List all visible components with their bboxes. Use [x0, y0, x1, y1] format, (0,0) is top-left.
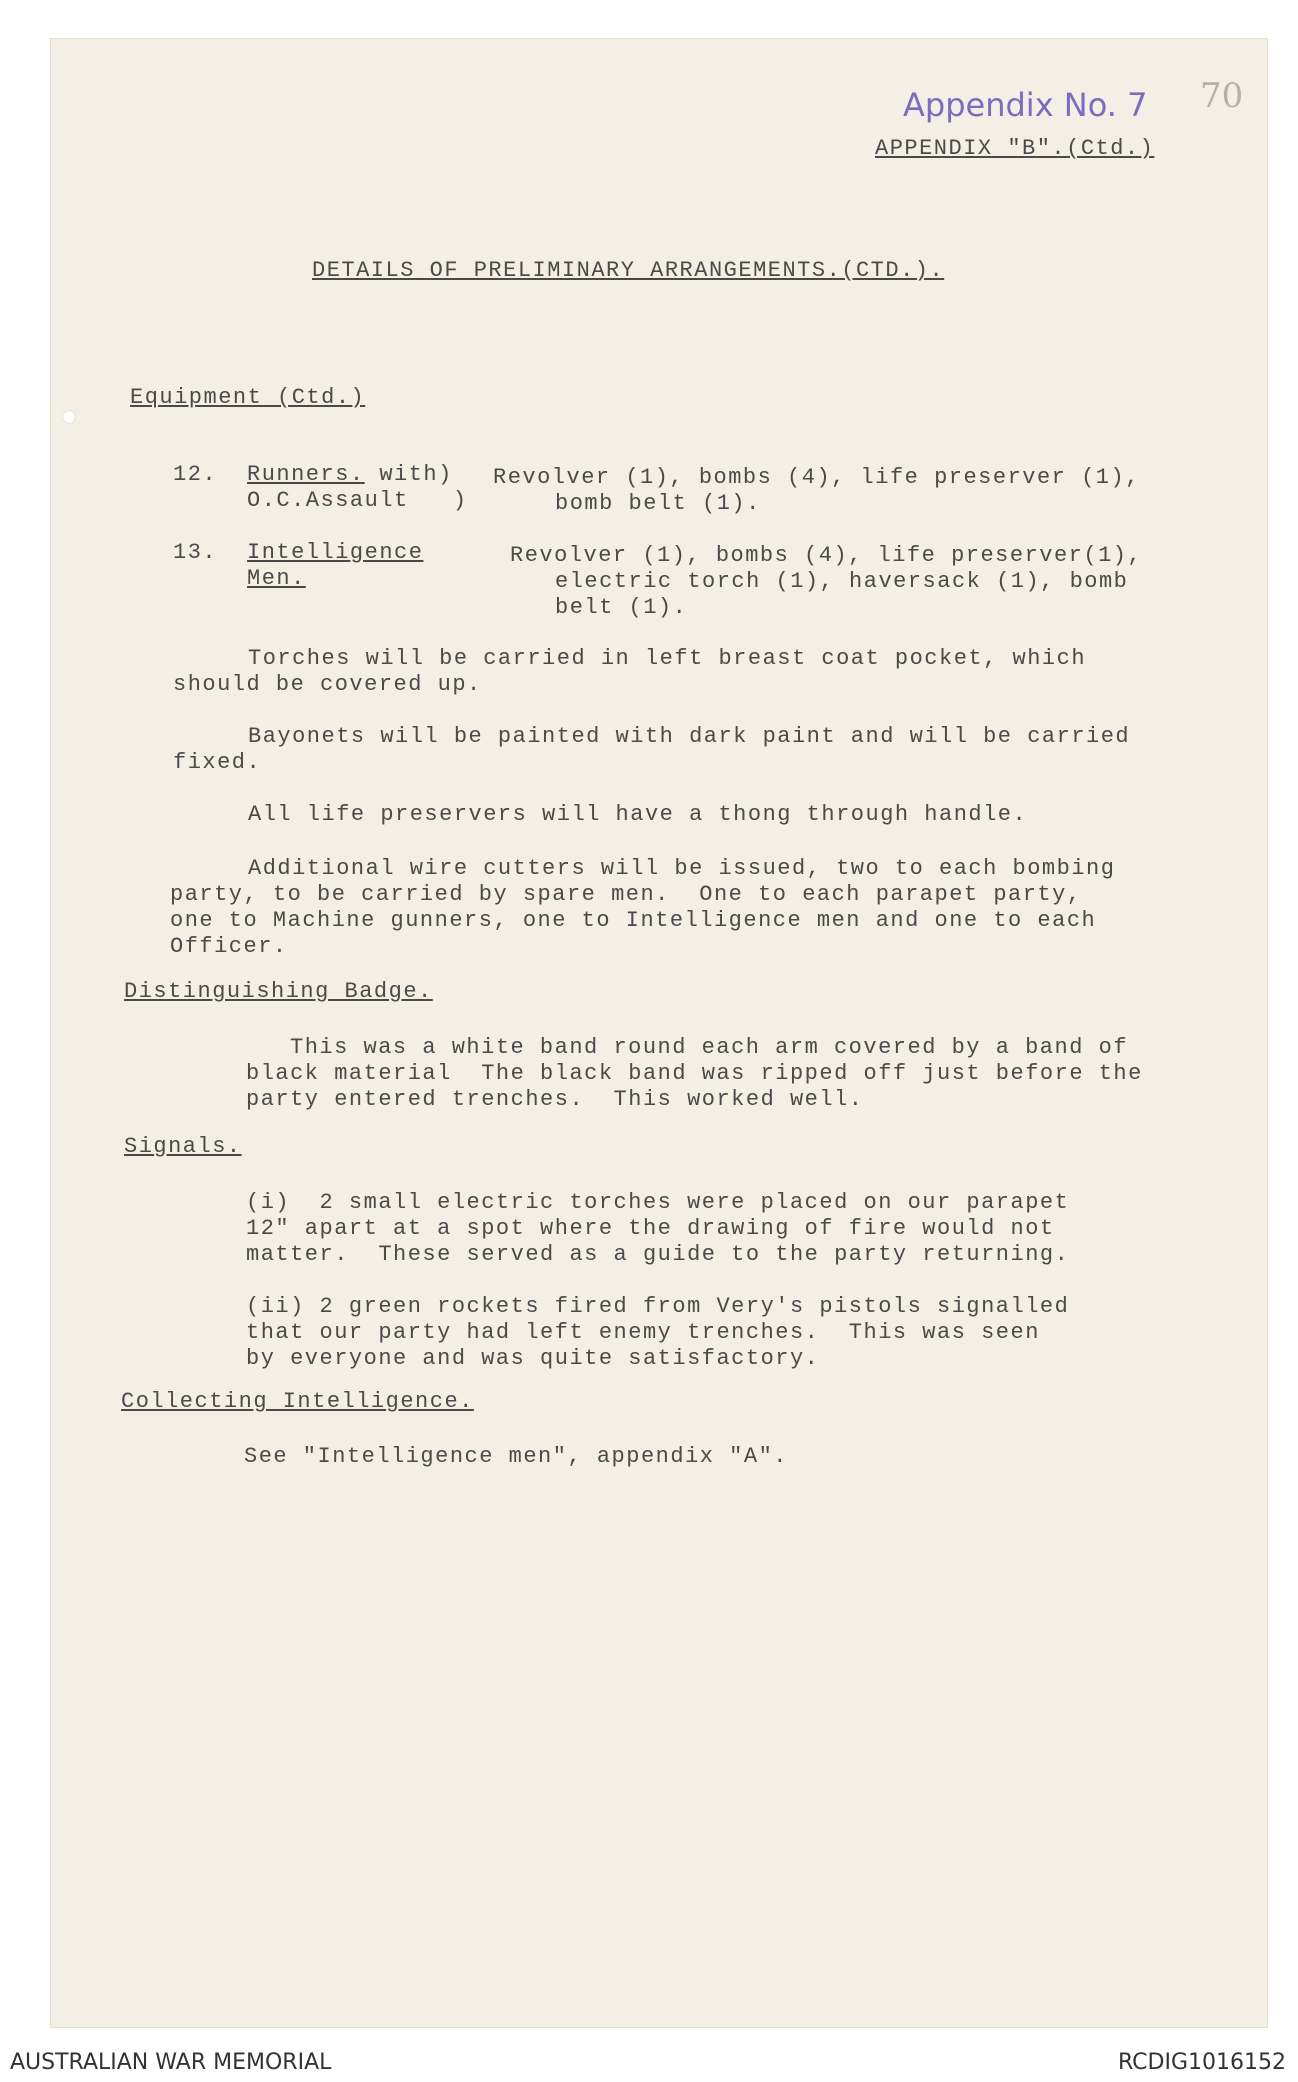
punch-hole	[62, 410, 76, 424]
footer-source: AUSTRALIAN WAR MEMORIAL	[10, 2050, 332, 2075]
appendix-heading: APPENDIX "B".(Ctd.)	[875, 136, 1155, 161]
paragraph-line: black material The black band was ripped off just before the	[246, 1061, 1143, 1086]
paragraph-line: (i) 2 small electric torches were placed on our parapet	[246, 1190, 1070, 1215]
paragraph-line: party entered trenches. This worked well.	[246, 1087, 864, 1112]
intelligence-heading: Collecting Intelligence.	[121, 1389, 474, 1414]
document-page	[50, 38, 1268, 2028]
item-role-line2: Men.	[247, 566, 306, 591]
paragraph-line: This was a white band round each arm covered by a band of	[290, 1035, 1129, 1060]
paragraph-line: one to Machine gunners, one to Intelligence men and one to each	[170, 908, 1097, 933]
item-description: bomb belt (1).	[555, 491, 761, 516]
badge-heading: Distinguishing Badge.	[124, 979, 433, 1004]
appendix-stamp: Appendix No. 7	[903, 86, 1148, 124]
equipment-heading: Equipment (Ctd.)	[130, 385, 366, 410]
paragraph-line: party, to be carried by spare men. One to each parapet party,	[170, 882, 1082, 907]
item-description: belt (1).	[555, 595, 688, 620]
paragraph-line: that our party had left enemy trenches. This was seen	[246, 1320, 1040, 1345]
page-number: 70	[1200, 76, 1244, 116]
paragraph-line: Bayonets will be painted with dark paint and will be carried	[248, 724, 1131, 749]
footer-id: RCDIG1016152	[1117, 2050, 1286, 2075]
item-number: 13.	[173, 540, 218, 565]
paragraph-line: Torches will be carried in left breast coat pocket, which	[248, 646, 1087, 671]
item-description: electric torch (1), haversack (1), bomb	[555, 569, 1129, 594]
paragraph-line: Additional wire cutters will be issued, two to each bombing	[248, 856, 1116, 881]
item-role	[247, 462, 453, 488]
paragraph-line: matter. These served as a guide to the party returning.	[246, 1242, 1070, 1267]
signals-heading: Signals.	[124, 1134, 242, 1159]
paragraph-line: (ii) 2 green rockets fired from Very's pistols signalled	[246, 1294, 1070, 1319]
paragraph-line: See "Intelligence men", appendix "A".	[244, 1444, 788, 1469]
item-description: Revolver (1), bombs (4), life preserver (1),	[493, 465, 1140, 490]
item-number: 12.	[173, 462, 218, 487]
paragraph-line: by everyone and was quite satisfactory.	[246, 1346, 820, 1371]
paragraph-line: All life preservers will have a thong through handle.	[248, 802, 1028, 827]
item-role-underlined: Runners.	[247, 462, 365, 487]
document-title: DETAILS OF PRELIMINARY ARRANGEMENTS.(CTD.).	[312, 258, 945, 283]
paragraph-line: Officer.	[170, 934, 288, 959]
item-role-line2: O.C.Assault )	[247, 488, 468, 513]
item-role-rest: with)	[364, 462, 453, 487]
item-role: Intelligence	[247, 540, 424, 565]
paragraph-line: 12" apart at a spot where the drawing of fire would not	[246, 1216, 1055, 1241]
paragraph-line: fixed.	[173, 750, 262, 775]
item-description: Revolver (1), bombs (4), life preserver(1),	[510, 543, 1143, 568]
paragraph-line: should be covered up.	[173, 672, 482, 697]
